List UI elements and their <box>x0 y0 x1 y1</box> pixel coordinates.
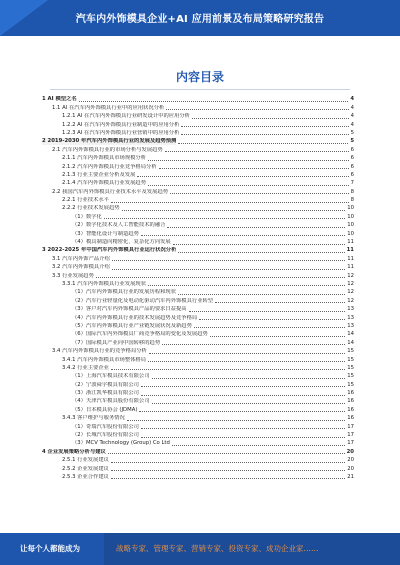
toc-entry[interactable] <box>42 338 354 346</box>
toc-entry-label: 3 2022-2025 年中国汽车内外饰模具行业运行状况分析 <box>42 247 177 254</box>
toc-entry-page: 10 <box>347 222 354 229</box>
toc-entry-label: （1）上海汽车模具技术有限公司 <box>72 373 150 380</box>
toc-entry-label: （4）天津汽车模具股份有限公司 <box>72 398 150 405</box>
toc-leader-dots <box>96 277 345 278</box>
toc-entry-label: 2.1.3 行业主要企业分析及发展 <box>62 171 136 178</box>
toc-entry-page: 13 <box>347 306 354 313</box>
toc-entry-page: 12 <box>347 297 354 304</box>
toc-entry-page: 17 <box>347 440 354 447</box>
toc-leader-dots <box>141 428 345 429</box>
toc-leader-dots <box>141 437 345 438</box>
toc-entry-label: 2.5.3 企业合作建议 <box>62 473 109 480</box>
toc-entry-label: 2 2019-2030 年汽车内外饰模具行业的发展及趋势预测 <box>42 138 177 145</box>
toc-leader-dots <box>152 403 346 404</box>
toc-leader-dots <box>111 478 345 479</box>
toc-entry-label: 2.2.1 行业技术水平 <box>62 197 109 204</box>
toc-entry-label: （1）汽车内外饰模具行业的发展历程和现状 <box>72 289 177 296</box>
toc-leader-dots <box>173 244 346 245</box>
toc-entry-page: 14 <box>347 339 354 346</box>
toc-entry[interactable] <box>42 263 354 271</box>
toc-entry-page: 16 <box>347 390 354 397</box>
toc-leader-dots <box>189 311 346 312</box>
toc-leader-dots <box>215 302 345 303</box>
toc-entry-label: （2）宁波舜宇模具有限公司 <box>72 381 139 388</box>
toc-leader-dots <box>141 395 345 396</box>
toc-entry-label: 4 企业发展策略分析与建议 <box>42 448 106 455</box>
toc-leader-dots <box>152 378 346 379</box>
toc-entry-label: 3.4.3 客户维护与服务情况 <box>62 415 125 422</box>
toc-entry-page: 5 <box>350 129 354 136</box>
toc-entry-label: 1 AI 模型之名 <box>42 96 77 103</box>
toc-entry[interactable] <box>42 212 354 220</box>
toc-entry-label: （4）汽车内外饰模具行业的技术发展趋势及竞争格局 <box>72 314 198 321</box>
toc-leader-dots <box>127 420 345 421</box>
toc-entry-label: （3）客户对汽车内外饰模具产品的要求日益提高 <box>72 306 187 313</box>
toc-entry-label: 2.5.2 企业发展建议 <box>62 465 109 472</box>
toc-entry-label: 2.1.4 汽车内外饰模具行业发展趋势 <box>62 180 147 187</box>
toc-leader-dots <box>139 411 345 412</box>
toc-entry-page: 4 <box>350 121 354 128</box>
toc-entry-label: 2.1.2 汽车内外饰模具行业竞争格局分析 <box>62 163 157 170</box>
toc-entry-page: 17 <box>347 432 354 439</box>
toc-entry-label: 3.1 汽车内外饰产品介绍 <box>52 255 110 262</box>
toc-entry-page: 12 <box>347 272 354 279</box>
report-title: 汽车内外饰模具企业+AI 应用前景及布局策略研究报告 <box>75 14 325 25</box>
toc-entry[interactable] <box>42 280 354 288</box>
toc-entry[interactable] <box>42 296 354 304</box>
toc-entry-label: （3）浙江凯华模具有限公司 <box>72 390 139 397</box>
toc-entry-label: 2.1 汽车内外饰模具行业的市场分析与发展趋势 <box>52 146 163 153</box>
toc-entry[interactable] <box>42 464 354 472</box>
toc-entry-page: 13 <box>347 322 354 329</box>
toc-entry-page: 11 <box>347 264 354 271</box>
toc-entry-label: 1.1 AI 在汽车内外饰模具行业中的应用状况分析 <box>52 104 165 111</box>
toc-entry[interactable] <box>42 305 354 313</box>
toc-leader-dots <box>178 252 344 253</box>
toc-entry-label: （1）奇瑞汽车股份有限公司 <box>72 423 139 430</box>
toc-entry[interactable] <box>42 103 354 111</box>
toc-divider <box>50 89 350 90</box>
toc-entry-page: 15 <box>347 381 354 388</box>
toc-leader-dots <box>178 294 345 295</box>
toc-entry-label: 1.2.2 AI 在汽车内外饰模具行业制造中的应用分析 <box>62 121 180 128</box>
toc-leader-dots <box>111 470 345 471</box>
toc-entry-page: 13 <box>347 314 354 321</box>
toc-leader-dots <box>199 319 345 320</box>
toc-entry-label: （2）长城汽车股份有限公司 <box>72 432 139 439</box>
toc-entry[interactable] <box>42 414 354 422</box>
toc-leader-dots <box>165 151 349 152</box>
toc-entry-page: 16 <box>347 406 354 413</box>
toc-entry-page: 5 <box>350 138 354 145</box>
toc-entry[interactable] <box>42 95 354 103</box>
toc-entry[interactable] <box>42 112 354 120</box>
toc-entry[interactable] <box>42 288 354 296</box>
footer-slogan: 让每个人都能成为 <box>20 544 80 553</box>
toc-entry-page: 12 <box>347 280 354 287</box>
toc-entry-label: （4）模具制造向精密化、复杂化方向发展 <box>72 239 171 246</box>
toc-entry-label: 2.5.1 行业发展建议 <box>62 457 109 464</box>
toc-leader-dots <box>149 353 345 354</box>
toc-entry-page: 11 <box>346 247 354 254</box>
toc-entry-label: （1）数字化 <box>72 213 102 220</box>
toc-entry-label: 1.2.1 AI 在汽车内外饰模具行业研发设计中的应用分析 <box>62 113 190 120</box>
toc-entry[interactable] <box>42 397 354 405</box>
toc-entry-page: 10 <box>347 205 354 212</box>
toc-entry-page: 6 <box>350 146 354 153</box>
table-of-contents <box>42 95 354 481</box>
toc-entry[interactable] <box>42 380 354 388</box>
toc-leader-dots <box>162 344 345 345</box>
toc-entry[interactable] <box>42 179 354 187</box>
toc-entry[interactable] <box>42 439 354 447</box>
toc-leader-dots <box>141 386 345 387</box>
toc-leader-dots <box>210 336 345 337</box>
toc-entry-label: 1.2.3 AI 在汽车内外饰模具行业营销中的应用分析 <box>62 129 180 136</box>
toc-entry-page: 11 <box>347 239 354 246</box>
toc-entry-page: 8 <box>350 197 354 204</box>
toc-leader-dots <box>108 453 345 454</box>
toc-entry[interactable] <box>42 204 354 212</box>
toc-entry[interactable] <box>42 238 354 246</box>
toc-entry[interactable] <box>42 447 354 455</box>
toc-leader-dots <box>167 227 345 228</box>
toc-entry-label: （3）智能化设计与制造趋势 <box>72 230 139 237</box>
toc-leader-dots <box>111 462 345 463</box>
toc-entry-page: 15 <box>347 364 354 371</box>
toc-leader-dots <box>111 369 345 370</box>
toc-entry-label: 3.3 行业发展趋势 <box>52 272 94 279</box>
toc-entry-page: 6 <box>350 155 354 162</box>
toc-leader-dots <box>148 160 349 161</box>
toc-entry-page: 16 <box>347 415 354 422</box>
toc-entry[interactable] <box>42 154 354 162</box>
toc-entry-page: 20 <box>347 457 354 464</box>
toc-leader-dots <box>112 269 345 270</box>
toc-leader-dots <box>192 118 349 119</box>
report-footer <box>0 533 400 565</box>
toc-leader-dots <box>137 176 348 177</box>
toc-entry[interactable] <box>42 473 354 481</box>
toc-entry[interactable] <box>42 389 354 397</box>
toc-entry-label: 3.4 汽车内外饰模具行业的竞争格局分析 <box>52 348 147 355</box>
toc-entry-label: 2.1.1 汽车内外饰模具市场规模分析 <box>62 155 147 162</box>
toc-entry[interactable] <box>42 355 354 363</box>
toc-entry[interactable] <box>42 431 354 439</box>
toc-entry[interactable] <box>42 221 354 229</box>
toc-entry[interactable] <box>42 196 354 204</box>
toc-entry-page: 7 <box>350 180 354 187</box>
toc-leader-dots <box>112 260 345 261</box>
toc-entry[interactable] <box>42 246 354 254</box>
toc-entry-page: 6 <box>350 171 354 178</box>
toc-entry-label: 2.2 我国汽车内外饰模具行业技术水平及发展趋势 <box>52 188 169 195</box>
toc-entry[interactable] <box>42 145 354 153</box>
toc-leader-dots <box>122 210 346 211</box>
toc-entry-label: （2）汽车行业轻量化及电动化驱动汽车内外饰模具行业转型 <box>72 297 214 304</box>
toc-leader-dots <box>159 168 349 169</box>
toc-entry-label: 3.4.2 行业主要企业 <box>62 364 109 371</box>
toc-leader-dots <box>181 134 348 135</box>
toc-heading: 内容目录 <box>175 70 224 84</box>
toc-leader-dots <box>111 202 349 203</box>
toc-leader-dots <box>104 218 345 219</box>
toc-entry-label: （2）数字化技术及人工智能技术的融合 <box>72 222 166 229</box>
toc-entry[interactable] <box>42 372 354 380</box>
toc-entry[interactable] <box>42 171 354 179</box>
footer-tagline: 战略专家、管理专家、营销专家、投资专家、成功企业家…… <box>116 544 319 553</box>
toc-entry-label: 3.3.1 汽车内外饰模具行业发展现状 <box>62 280 147 287</box>
toc-entry-page: 4 <box>350 113 354 120</box>
toc-leader-dots <box>148 361 345 362</box>
toc-entry-page: 20 <box>346 448 354 455</box>
toc-entry[interactable] <box>42 162 354 170</box>
toc-entry[interactable] <box>42 322 354 330</box>
toc-leader-dots <box>141 235 345 236</box>
toc-entry[interactable] <box>42 229 354 237</box>
toc-entry[interactable] <box>42 271 354 279</box>
toc-entry-page: 15 <box>347 348 354 355</box>
toc-entry[interactable] <box>42 137 354 145</box>
toc-entry-label: 3.4.1 汽车内外饰模具市场整体格局 <box>62 356 147 363</box>
toc-leader-dots <box>166 109 348 110</box>
toc-leader-dots <box>170 193 349 194</box>
toc-entry-page: 21 <box>347 473 354 480</box>
toc-leader-dots <box>194 327 345 328</box>
toc-entry-label: （3）MCV Technology (Group) Co Ltd <box>72 440 170 447</box>
toc-entry-page: 17 <box>347 423 354 430</box>
toc-entry[interactable] <box>42 254 354 262</box>
toc-entry[interactable] <box>42 330 354 338</box>
toc-entry-page: 4 <box>350 104 354 111</box>
toc-entry[interactable] <box>42 422 354 430</box>
toc-leader-dots <box>178 143 348 144</box>
toc-entry-page: 15 <box>347 356 354 363</box>
toc-entry[interactable] <box>42 347 354 355</box>
toc-leader-dots <box>148 185 349 186</box>
toc-entry[interactable] <box>42 456 354 464</box>
toc-entry[interactable] <box>42 405 354 413</box>
toc-leader-dots <box>148 285 345 286</box>
toc-entry-label: （7）国际模具产业向中国转移的趋势 <box>72 339 161 346</box>
toc-entry-page: 16 <box>347 398 354 405</box>
toc-entry-label: （6）国际汽车内外饰模具厂商竞争格局的变化及发展趋势 <box>72 331 208 338</box>
toc-entry-label: （5）日本模具协会 (JDMA) <box>72 406 138 413</box>
toc-entry-page: 11 <box>347 255 354 262</box>
toc-leader-dots <box>181 126 348 127</box>
toc-entry-page: 20 <box>347 465 354 472</box>
toc-entry-label: 2.2.2 行业技术发展趋势 <box>62 205 120 212</box>
toc-entry-page: 15 <box>347 373 354 380</box>
toc-entry[interactable] <box>42 129 354 137</box>
toc-entry[interactable] <box>42 364 354 372</box>
toc-entry[interactable] <box>42 313 354 321</box>
toc-entry-label: （5）汽车内外饰模具行业产业链发展状况及新趋势 <box>72 322 192 329</box>
toc-entry-page: 12 <box>347 289 354 296</box>
toc-entry-page: 6 <box>350 163 354 170</box>
toc-entry-page: 10 <box>347 230 354 237</box>
toc-entry-page: 10 <box>347 213 354 220</box>
toc-entry[interactable] <box>42 120 354 128</box>
toc-entry-label: 3.2 汽车内外饰模具介绍 <box>52 264 110 271</box>
toc-entry-page: 4 <box>350 96 354 103</box>
toc-leader-dots <box>172 445 345 446</box>
toc-leader-dots <box>79 101 349 102</box>
report-header <box>0 0 400 36</box>
toc-entry-page: 8 <box>350 188 354 195</box>
toc-entry-page: 14 <box>347 331 354 338</box>
toc-entry[interactable] <box>42 187 354 195</box>
